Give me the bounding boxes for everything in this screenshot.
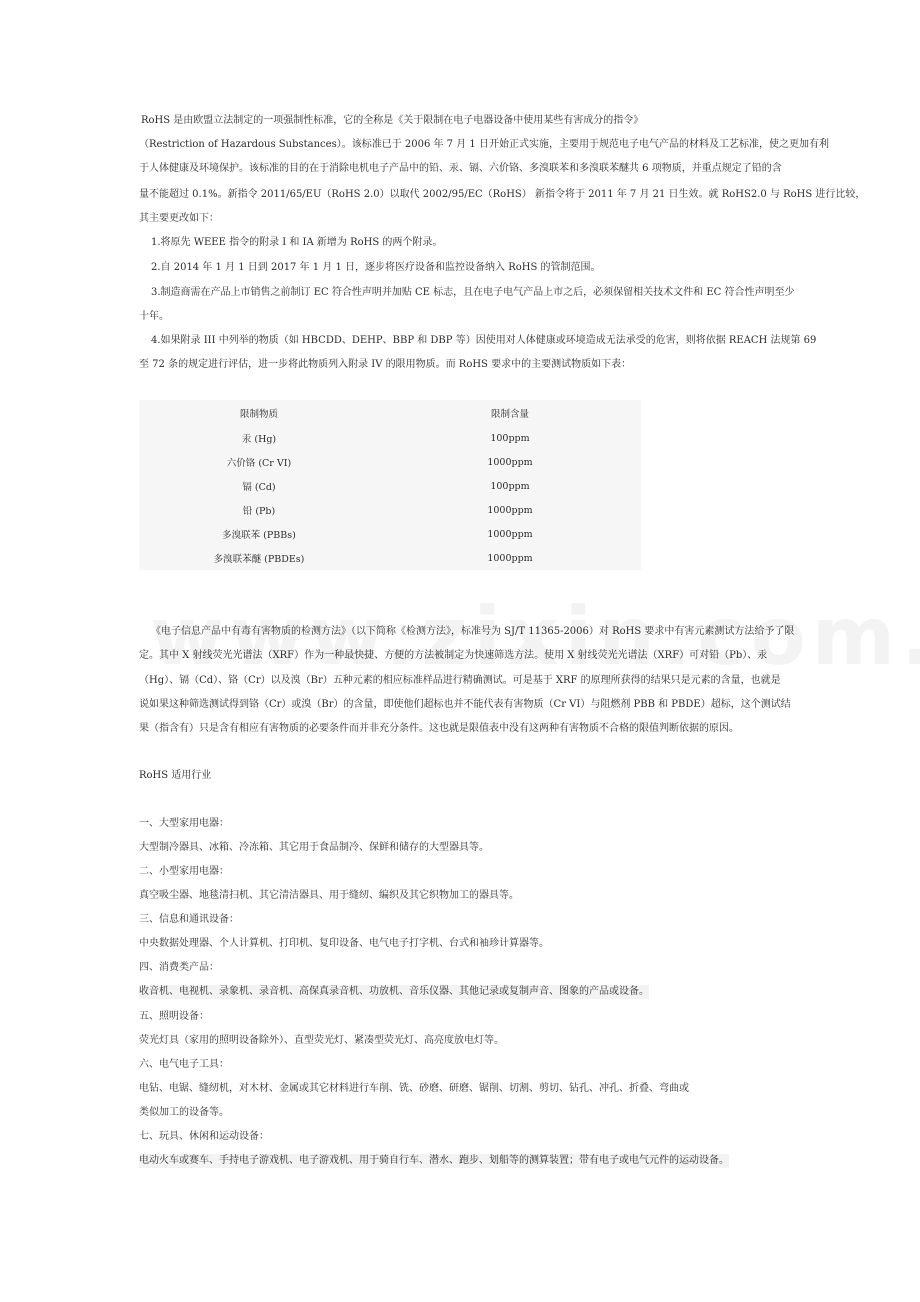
substance-cell: 铅 (Pb): [242, 506, 276, 517]
change-item-4: 4.如果附录 III 中列举的物质（如 HBCDD、DEHP、BBP 和 DBP 等）因使用对人体健康或环境造成无法承受的危害，则将依据 REACH 法规第 69: [151, 335, 817, 346]
industry-heading: 四、消费类产品：: [139, 962, 219, 973]
table-row: [139, 522, 641, 546]
industry-detail: 大型制冷器具、冰箱、冷冻箱、其它用于食品制冷、保鲜和储存的大型器具等。: [139, 842, 489, 853]
limit-cell: 100ppm: [490, 480, 530, 492]
change-item-1: 1.将原先 WEEE 指令的附录 I 和 IA 新增为 RoHS 的两个附录。: [151, 237, 443, 248]
change-item-3-cont: 十年。: [139, 311, 169, 322]
change-item-4-cont: 至 72 条的规定进行评估，进一步将此物质列入附录 IV 的限用物质。而 RoHS 要求中的主要测试物质如下表：: [139, 359, 632, 370]
limit-cell: 1000ppm: [487, 552, 533, 564]
industries-title: RoHS 适用行业: [139, 770, 212, 781]
industry-detail: 电动火车或赛车、手持电子游戏机、电子游戏机、用于骑自行车、潜水、跑步、划船等的测算装置；带有电子或电气元件的运动设备。: [139, 1155, 729, 1166]
industry-heading: 三、信息和通讯设备：: [139, 914, 239, 925]
method-line: 说如果这种筛选测试得到铬（Cr）或溴（Br）的含量，即使他们超标也并不能代表有害物质（Cr VI）与阻燃剂 PBB 和 PBDE）超标，这个测试结: [139, 699, 791, 710]
industry-heading: 五、照明设备：: [139, 1011, 209, 1022]
change-item-3: 3.制造商需在产品上市销售之前制订 EC 符合性声明并加贴 CE 标志，且在电子电气产品上市之后，必须保留相关技术文件和 EC 符合性声明至少: [151, 287, 795, 298]
industry-heading: 一、大型家用电器：: [139, 818, 229, 829]
substance-cell: 多溴联苯 (PBBs): [222, 530, 296, 541]
intro-line: （Restriction of Hazardous Substances）。该标准已于 2006 年 7 月 1 日开始正式实施，主要用于规范电子电气产品的材料及工艺标准，使之更加有利: [139, 139, 829, 150]
table-row: [139, 546, 641, 570]
substance-cell: 六价铬 (Cr VI): [226, 458, 292, 469]
table-row: [139, 426, 641, 450]
header-substance: 限制物质: [239, 409, 278, 420]
industry-detail: 收音机、电视机、录象机、录音机、高保真录音机、功放机、音乐仪器、其他记录或复制声音、图象的产品或设备。: [139, 986, 649, 997]
limit-cell: 1000ppm: [487, 528, 533, 540]
limit-cell: 1000ppm: [487, 456, 533, 468]
substance-cell: 汞 (Hg): [241, 434, 277, 445]
limit-cell: 1000ppm: [487, 504, 533, 516]
intro-line: 其主要更改如下：: [139, 213, 219, 224]
table-row: [139, 498, 641, 522]
restricted-substances-table: [139, 400, 641, 570]
method-line: 果（指含有）只是含有相应有害物质的必要条件而并非充分条件。这也就是限值表中没有这两种有害物质不合格的限值判断依据的原因。: [139, 723, 739, 734]
industry-detail-cont: 类似加工的设备等。: [139, 1107, 229, 1118]
method-line: 《电子信息产品中有毒有害物质的检测方法》（以下简称《检测方法》，标准号为 SJ/T 11365-2006）对 RoHS 要求中有害元素测试方法给予了限: [151, 626, 795, 637]
substance-cell: 多溴联苯醚 (PBDEs): [213, 554, 305, 565]
industry-detail: 真空吸尘器、地毯清扫机、其它清洁器具、用于缝纫、编织及其它织物加工的器具等。: [139, 890, 519, 901]
industry-detail: 荧光灯具（家用的照明设备除外）、直型荧光灯、紧凑型荧光灯、高亮度放电灯等。: [139, 1035, 504, 1046]
table-row: [139, 450, 641, 474]
intro-line: RoHS 是由欧盟立法制定的一项强制性标准，它的全称是《关于限制在电子电器设备中使用某些有害成分的指令》: [141, 115, 644, 126]
industry-heading: 六、电气电子工具：: [139, 1059, 229, 1070]
method-line: （Hg）、镉（Cd）、铬（Cr）以及溴（Br）五种元素的相应标准样品进行精确测试。可是基于 XRF 的原理所获得的结果只是元素的含量，也就是: [139, 675, 781, 686]
substance-cell: 镉 (Cd): [242, 482, 276, 493]
method-line: 定。其中 X 射线荧光光谱法（XRF）作为一种最快捷、方便的方法被制定为快速筛选方法。使用 X 射线荧光光谱法（XRF）可对铅（Pb）、汞: [139, 650, 768, 661]
table-header-row: [139, 400, 641, 426]
industry-heading: 二、小型家用电器：: [139, 866, 229, 877]
industry-detail: 电钻、电锯、缝纫机，对木材、金属或其它材料进行车削、铣、砂磨、研磨、锯削、切割、剪切、钻孔、冲孔、折叠、弯曲或: [139, 1083, 689, 1094]
intro-line: 量不能超过 0.1%。新指令 2011/65/EU（RoHS 2.0）以取代 2002/95/EC（RoHS） 新指令将于 2011 年 7 月 21 日生效。就 RoHS2.0 与 RoHS 进行比较，: [139, 189, 866, 200]
limit-cell: 100ppm: [490, 432, 530, 444]
industry-heading: 七、玩具、休闲和运动设备：: [139, 1131, 269, 1142]
intro-line: 于人体健康及环境保护。该标准的目的在于消除电机电子产品中的铅、汞、镉、六价铬、多溴联苯和多溴联苯醚共 6 项物质，并重点规定了铅的含: [139, 163, 782, 174]
table-row: [139, 474, 641, 498]
industry-detail: 中央数据处理器、个人计算机、打印机、复印设备、电气电子打字机、台式和袖珍计算器等。: [139, 938, 549, 949]
header-limit: 限制含量: [490, 409, 529, 420]
change-item-2: 2.自 2014 年 1 月 1 日到 2017 年 1 月 1 日，逐步将医疗设备和监控设备纳入 RoHS 的管制范围。: [151, 262, 601, 273]
